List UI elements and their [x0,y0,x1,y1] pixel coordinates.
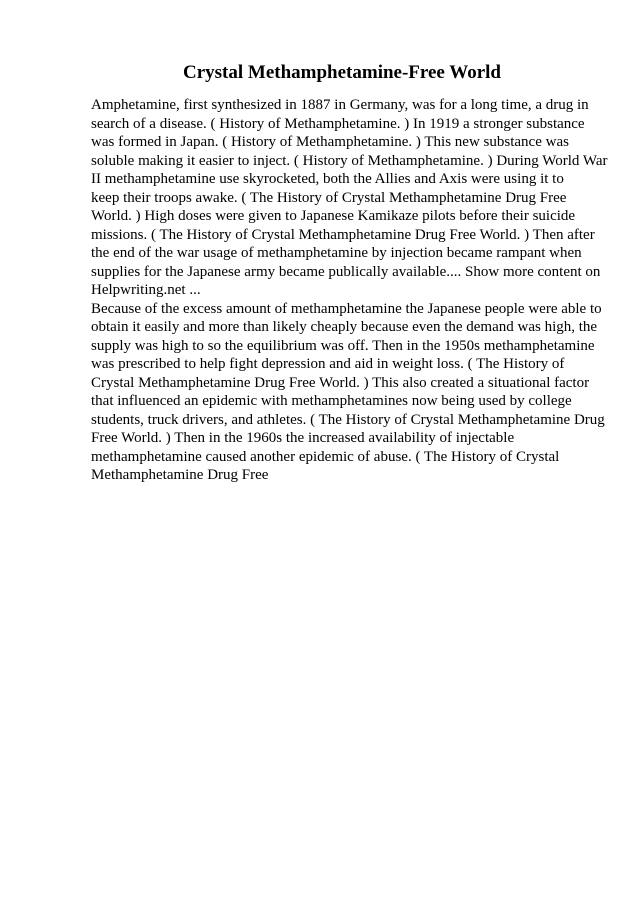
text-line: was prescribed to help fight depression and aid in weight loss. ( The History of [91,356,565,372]
text-line: was formed in Japan. ( History of Methamphetamine. ) This new substance was [91,134,569,150]
paragraph-1 [91,96,608,300]
document-body [91,96,608,485]
text-line: the end of the war usage of methamphetamine by injection became rampant when [91,245,582,261]
text-line: obtain it easily and more than likely cheaply because even the demand was high, the [91,319,598,335]
text-line: missions. ( The History of Crystal Methamphetamine Drug Free World. ) Then after [91,226,595,243]
text-line: Because of the excess amount of methamphetamine the Japanese people were able to [91,300,602,317]
text-line: Free World. ) Then in the 1960s the increased availability of injectable [91,430,515,446]
text-line: search of a disease. ( History of Methamphetamine. ) In 1919 a stronger substance [91,115,585,132]
text-line: keep their troops awake. ( The History of Crystal Methamphetamine Drug Free [91,189,567,206]
text-line: soluble making it easier to inject. ( History of Methamphetamine. ) During World War [91,152,608,169]
text-line: II methamphetamine use skyrocketed, both the Allies and Axis were using it to [91,171,564,187]
text-line: World. ) High doses were given to Japanese Kamikaze pilots before their suicide [91,208,576,224]
text-line: Methamphetamine Drug Free [91,467,269,483]
text-line: that influenced an epidemic with methamphetamines now being used by college [91,393,572,409]
text-line: Amphetamine, first synthesized in 1887 in Germany, was for a long time, a drug in [91,97,589,113]
text-line: students, truck drivers, and athletes. ( The History of Crystal Methamphetamine Drug [91,411,605,428]
text-line: Helpwriting.net ... [91,282,201,298]
text-line: methamphetamine caused another epidemic of abuse. ( The History of Crystal [91,448,560,465]
text-line: Crystal Methamphetamine Drug Free World. ) This also created a situational factor [91,374,590,391]
text-line: supplies for the Japanese army became publically available.... Show more content on [91,263,601,280]
paragraph-2 [91,300,605,485]
text-line: supply was high to so the equilibrium was off. Then in the 1950s methamphetamine [91,337,595,354]
document-title: Crystal Methamphetamine-Free World [182,62,502,83]
